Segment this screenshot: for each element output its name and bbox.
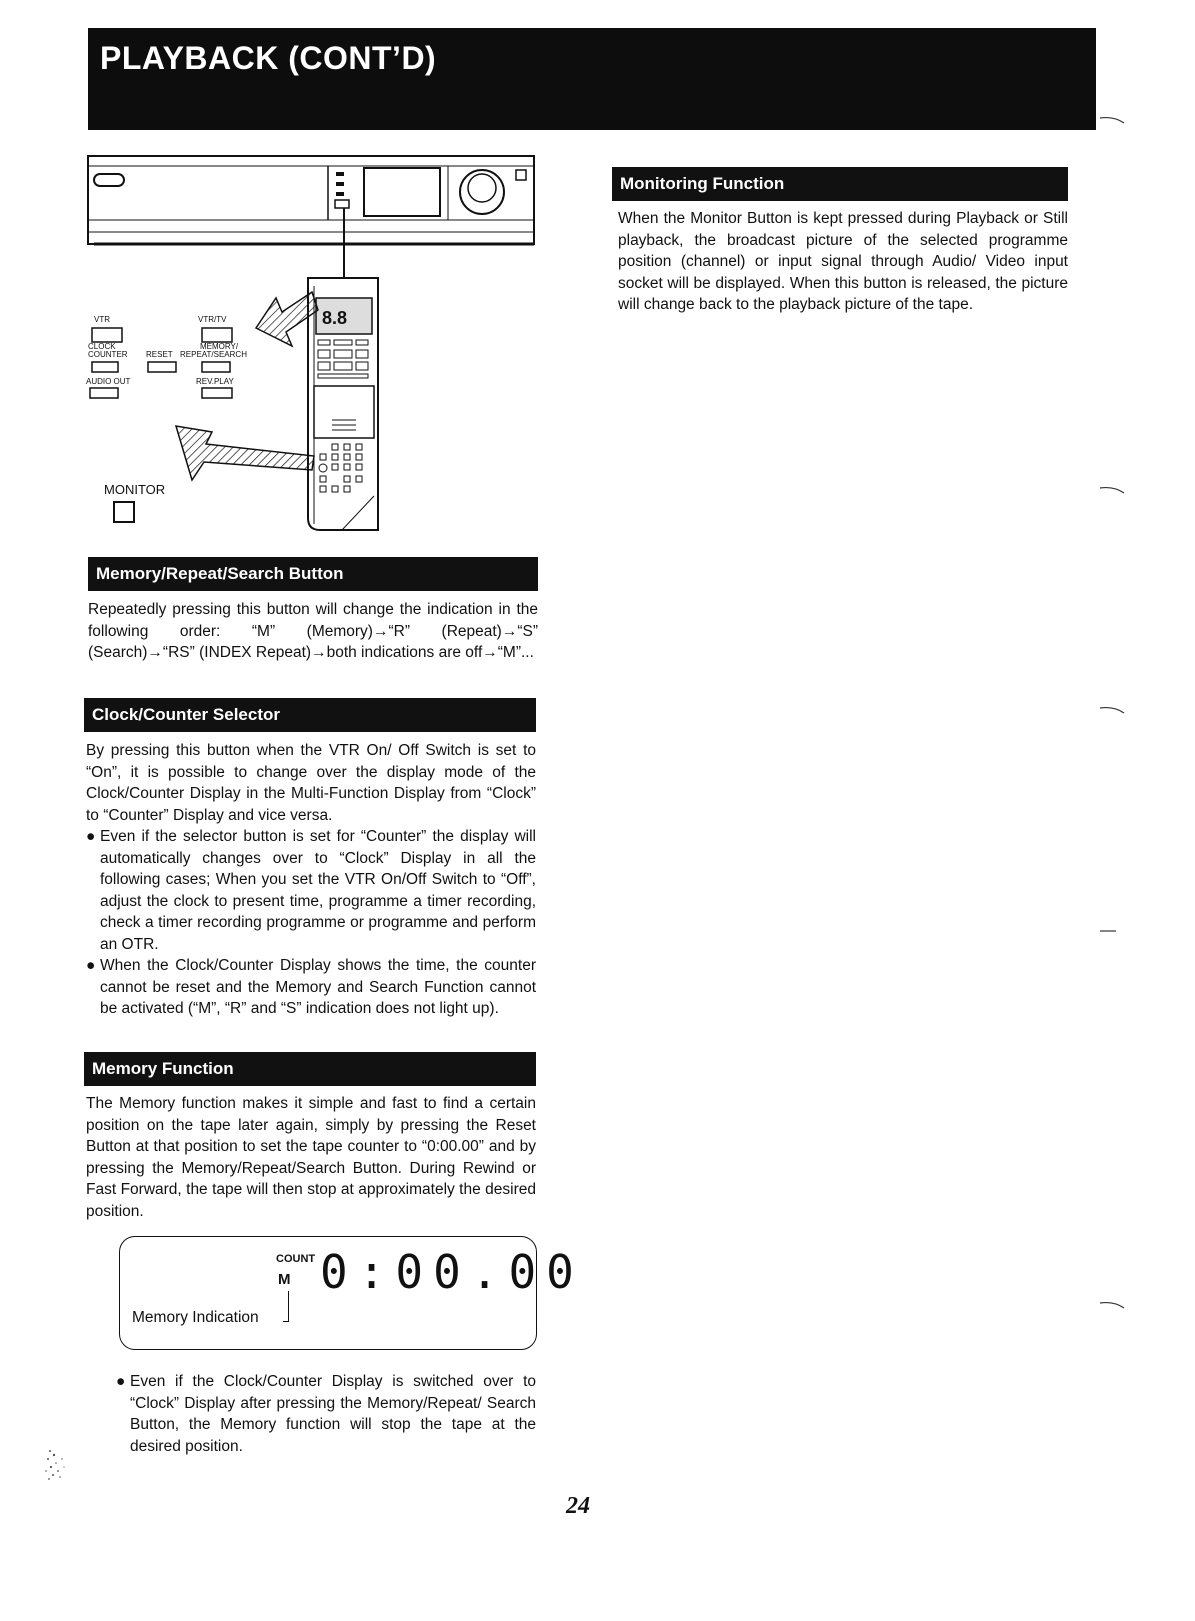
clock-counter-heading: Clock/Counter Selector (84, 698, 536, 732)
bullet-icon: ● (116, 1373, 126, 1390)
memory-repeat-search-text (88, 599, 538, 664)
memory-button-icon (202, 362, 230, 372)
label-clock: CLOCK (88, 342, 116, 351)
memory-function-note (116, 1371, 536, 1457)
bullet-text: When the Clock/Counter Display shows the time, the counter cannot be reset and the Memory and Search Function cannot be activated (“M”, “R” and “S” indication does not light up). (100, 957, 536, 1017)
memory-indication-caption: Memory Indication (132, 1309, 259, 1326)
label-memory: MEMORY/ (200, 342, 239, 351)
label-audio-out: AUDIO OUT (86, 377, 131, 386)
monitor-button-icon (114, 502, 134, 522)
clock-counter-text (86, 740, 536, 1020)
counter-readout: 0:00.00 (320, 1245, 584, 1299)
memory-function-heading: Memory Function (84, 1052, 536, 1086)
count-label: COUNT (276, 1253, 316, 1265)
bullet-icon: ● (86, 957, 96, 974)
margin-mark (1100, 928, 1126, 936)
vtr-button-icon (92, 328, 122, 342)
memory-function-body: The Memory function makes it simple and fast to find a certain position on the tape later again, simply by pressing the Reset Button at that position to set the tape counter to “0:00.00” and by pressing the Memory/Repeat/Search Button. During Rewind or Fast Forward, the tape will then stop at approximately the desired position. (86, 1095, 536, 1220)
page-title: PLAYBACK (CONT’D) (100, 40, 437, 76)
clock-counter-body: By pressing this button when the VTR On/ Off Switch is set to “On”, it is possible to change over the display mode of the Clock/Counter Display in the Multi-Function Display from “Clock” to “Counter” Display and vice versa. (86, 742, 536, 824)
rev-play-button-icon (202, 388, 232, 398)
counter-display-illustration (119, 1236, 584, 1350)
label-rev-play: REV.PLAY (196, 377, 234, 386)
memory-repeat-search-body: Repeatedly pressing this button will change the indication in the following order: “M” (Memory)→“R” (Repeat)→“S” (Search)→“RS” (INDEX Repeat)→both indications are off→“M”... (88, 601, 538, 661)
label-reset: RESET (146, 350, 173, 359)
margin-mark (1100, 1301, 1126, 1309)
label-vtr-tv: VTR/TV (198, 315, 227, 324)
page-number: 24 (566, 1493, 590, 1519)
margin-mark (1100, 706, 1126, 714)
label-monitor: MONITOR (104, 482, 166, 497)
remote-control-illustration (308, 278, 378, 530)
reset-button-icon (148, 362, 176, 372)
page-header-banner (88, 28, 1096, 130)
memory-function-note-text: Even if the Clock/Counter Display is switched over to “Clock” Display after pressing the Memory/Repeat/ Search Button, the Memory function will stop the tape at the desired position. (130, 1373, 536, 1455)
margin-mark (1100, 486, 1126, 494)
clock-counter-button-icon (92, 362, 118, 372)
memory-repeat-search-heading: Memory/Repeat/Search Button (88, 557, 538, 591)
bullet-text: Even if the selector button is set for “Counter” the display will automatically changes over to “Clock” Display in all the following cases; When you set the VTR On/Off Switch to “Off”, adjust the clock to present time, programme a timer recording, check a timer recording programme or programme and perform an OTR. (100, 828, 536, 953)
memory-function-text (86, 1093, 536, 1222)
caption-pointer-line (283, 1291, 289, 1322)
vcr-unit-illustration (88, 156, 534, 244)
monitoring-text (618, 208, 1068, 316)
label-vtr: VTR (94, 315, 110, 324)
bullet-icon: ● (86, 828, 96, 845)
callout-arrow-lower (176, 426, 314, 480)
audio-out-button-icon (90, 388, 118, 398)
scan-speckle (42, 1445, 82, 1485)
memory-m-indicator: M (278, 1271, 291, 1288)
monitoring-body: When the Monitor Button is kept pressed during Playback or Still playback, the broadcast picture of the selected programme position (channel) or input signal through Audio/ Video input socket will be displayed. When this button is released, the picture will change back to the playback picture of the tape. (618, 210, 1068, 313)
vtr-tv-button-icon (202, 328, 232, 342)
monitoring-heading: Monitoring Function (612, 167, 1068, 201)
clock-counter-bullet-1 (86, 826, 536, 955)
vcr-remote-diagram (80, 150, 550, 540)
label-counter: COUNTER (88, 350, 128, 359)
svg-text:8.8: 8.8 (322, 308, 348, 328)
clock-counter-bullet-2 (86, 955, 536, 1020)
margin-mark (1100, 116, 1126, 124)
label-repeat-search: REPEAT/SEARCH (180, 350, 247, 359)
